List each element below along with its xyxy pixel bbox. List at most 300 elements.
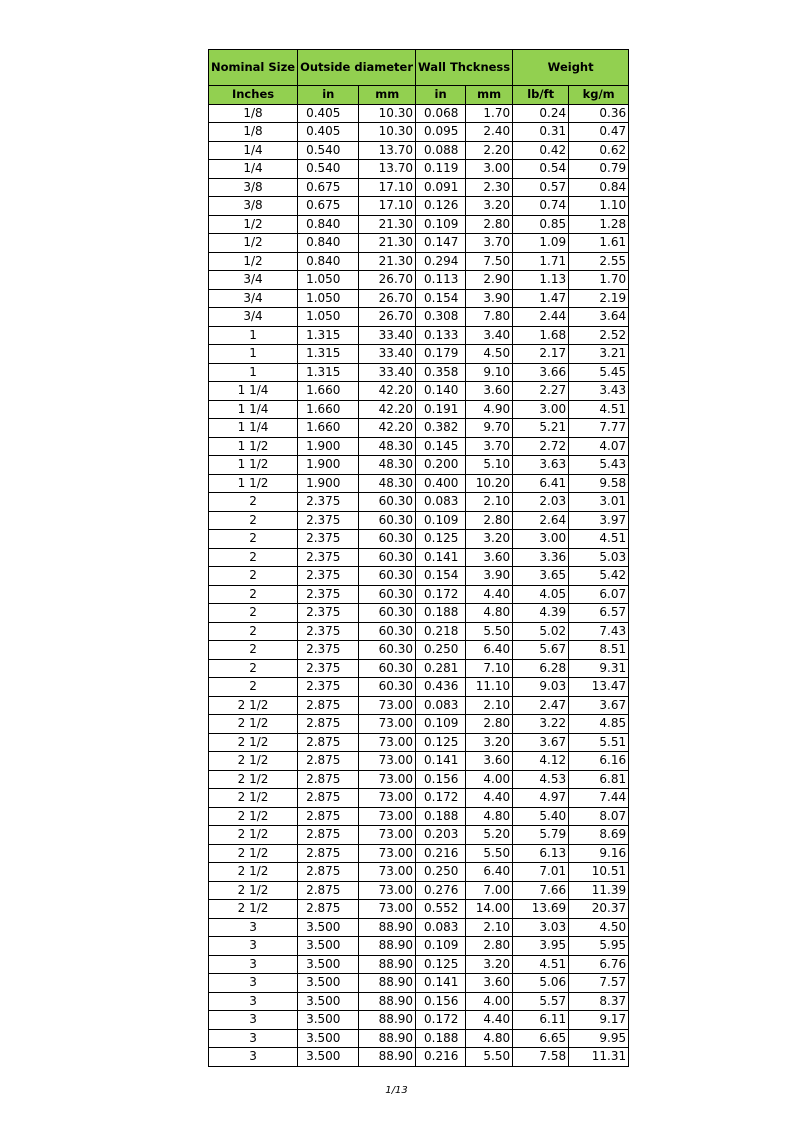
od-in-cell: 2.875 [298, 715, 359, 734]
wall-in-cell: 0.308 [416, 308, 466, 327]
wall-mm-cell: 3.60 [466, 548, 513, 567]
wall-mm-cell: 5.20 [466, 826, 513, 845]
weight-lbft-cell: 3.63 [513, 456, 569, 475]
wall-mm-cell: 11.10 [466, 678, 513, 697]
weight-kgm-cell: 8.69 [569, 826, 629, 845]
weight-lbft-cell: 3.95 [513, 937, 569, 956]
wall-in-cell: 0.125 [416, 733, 466, 752]
weight-lbft-cell: 1.13 [513, 271, 569, 290]
wall-in-cell: 0.091 [416, 178, 466, 197]
weight-kgm-cell: 1.70 [569, 271, 629, 290]
od-in-cell: 1.315 [298, 363, 359, 382]
table-row [209, 604, 629, 623]
weight-kgm-cell: 5.03 [569, 548, 629, 567]
wall-mm-cell: 10.20 [466, 474, 513, 493]
table-row [209, 992, 629, 1011]
weight-kgm-cell: 5.43 [569, 456, 629, 475]
od-in-cell: 0.675 [298, 197, 359, 216]
wall-in-cell: 0.154 [416, 567, 466, 586]
od-mm-cell: 73.00 [359, 900, 416, 919]
od-mm-cell: 73.00 [359, 807, 416, 826]
nominal-size-cell: 3 [209, 1029, 298, 1048]
od-mm-cell: 60.30 [359, 585, 416, 604]
od-in-cell: 2.375 [298, 530, 359, 549]
weight-lbft-cell: 6.13 [513, 844, 569, 863]
wall-mm-cell: 2.10 [466, 696, 513, 715]
od-in-cell: 1.050 [298, 271, 359, 290]
od-mm-cell: 33.40 [359, 363, 416, 382]
wall-mm-cell: 4.90 [466, 400, 513, 419]
wall-mm-cell: 2.10 [466, 493, 513, 512]
od-mm-cell: 88.90 [359, 937, 416, 956]
weight-kgm-cell: 11.39 [569, 881, 629, 900]
weight-kgm-cell: 2.52 [569, 326, 629, 345]
wall-in-cell: 0.156 [416, 770, 466, 789]
od-mm-cell: 88.90 [359, 974, 416, 993]
wall-in-cell: 0.281 [416, 659, 466, 678]
header-wall-thickness: Wall Thckness [416, 50, 513, 86]
od-in-cell: 2.375 [298, 678, 359, 697]
weight-lbft-cell: 0.85 [513, 215, 569, 234]
od-mm-cell: 26.70 [359, 271, 416, 290]
od-mm-cell: 73.00 [359, 733, 416, 752]
nominal-size-cell: 2 [209, 493, 298, 512]
header-weight: Weight [513, 50, 629, 86]
wall-in-cell: 0.126 [416, 197, 466, 216]
weight-kgm-cell: 6.16 [569, 752, 629, 771]
od-in-cell: 2.875 [298, 752, 359, 771]
od-in-cell: 1.660 [298, 419, 359, 438]
od-mm-cell: 42.20 [359, 400, 416, 419]
table-row [209, 382, 629, 401]
header-outside-diameter: Outside diameter [298, 50, 416, 86]
table-row [209, 123, 629, 142]
weight-kgm-cell: 9.58 [569, 474, 629, 493]
weight-kgm-cell: 0.36 [569, 104, 629, 123]
od-mm-cell: 13.70 [359, 160, 416, 179]
weight-lbft-cell: 7.66 [513, 881, 569, 900]
wall-mm-cell: 7.00 [466, 881, 513, 900]
wall-in-cell: 0.140 [416, 382, 466, 401]
weight-lbft-cell: 5.21 [513, 419, 569, 438]
nominal-size-cell: 1 1/4 [209, 382, 298, 401]
weight-kgm-cell: 6.57 [569, 604, 629, 623]
header-nominal-size: Nominal Size [209, 50, 298, 86]
od-in-cell: 0.840 [298, 215, 359, 234]
weight-kgm-cell: 4.85 [569, 715, 629, 734]
wall-in-cell: 0.133 [416, 326, 466, 345]
nominal-size-cell: 1 [209, 345, 298, 364]
weight-kgm-cell: 11.31 [569, 1048, 629, 1067]
table-row [209, 955, 629, 974]
table-row [209, 567, 629, 586]
weight-lbft-cell: 1.47 [513, 289, 569, 308]
weight-kgm-cell: 0.62 [569, 141, 629, 160]
od-mm-cell: 60.30 [359, 548, 416, 567]
weight-lbft-cell: 2.27 [513, 382, 569, 401]
od-mm-cell: 60.30 [359, 659, 416, 678]
nominal-size-cell: 3 [209, 1011, 298, 1030]
od-mm-cell: 88.90 [359, 918, 416, 937]
table-row [209, 974, 629, 993]
od-mm-cell: 21.30 [359, 215, 416, 234]
od-mm-cell: 33.40 [359, 345, 416, 364]
table-row [209, 437, 629, 456]
weight-lbft-cell: 0.57 [513, 178, 569, 197]
nominal-size-cell: 2 1/2 [209, 770, 298, 789]
nominal-size-cell: 2 [209, 511, 298, 530]
od-mm-cell: 88.90 [359, 992, 416, 1011]
nominal-size-cell: 1 [209, 326, 298, 345]
table-row [209, 530, 629, 549]
weight-lbft-cell: 4.39 [513, 604, 569, 623]
weight-lbft-cell: 6.11 [513, 1011, 569, 1030]
wall-in-cell: 0.109 [416, 511, 466, 530]
od-in-cell: 1.660 [298, 400, 359, 419]
weight-lbft-cell: 7.58 [513, 1048, 569, 1067]
nominal-size-cell: 3 [209, 974, 298, 993]
wall-in-cell: 0.109 [416, 937, 466, 956]
od-in-cell: 1.660 [298, 382, 359, 401]
weight-lbft-cell: 4.51 [513, 955, 569, 974]
table-row [209, 178, 629, 197]
weight-lbft-cell: 3.03 [513, 918, 569, 937]
weight-kgm-cell: 0.79 [569, 160, 629, 179]
nominal-size-cell: 3/4 [209, 308, 298, 327]
table-row [209, 770, 629, 789]
od-in-cell: 2.375 [298, 493, 359, 512]
nominal-size-cell: 1/8 [209, 104, 298, 123]
table-row [209, 678, 629, 697]
od-mm-cell: 48.30 [359, 456, 416, 475]
weight-lbft-cell: 2.44 [513, 308, 569, 327]
od-mm-cell: 60.30 [359, 530, 416, 549]
wall-in-cell: 0.552 [416, 900, 466, 919]
pipe-dimensions-table [208, 49, 629, 1067]
weight-kgm-cell: 4.50 [569, 918, 629, 937]
wall-mm-cell: 3.40 [466, 326, 513, 345]
weight-lbft-cell: 5.02 [513, 622, 569, 641]
nominal-size-cell: 2 1/2 [209, 807, 298, 826]
wall-mm-cell: 4.50 [466, 345, 513, 364]
weight-lbft-cell: 3.36 [513, 548, 569, 567]
wall-mm-cell: 4.40 [466, 1011, 513, 1030]
weight-kgm-cell: 20.37 [569, 900, 629, 919]
wall-mm-cell: 1.70 [466, 104, 513, 123]
unit-kg-m: kg/m [569, 86, 629, 105]
wall-in-cell: 0.179 [416, 345, 466, 364]
od-in-cell: 3.500 [298, 974, 359, 993]
od-mm-cell: 17.10 [359, 178, 416, 197]
weight-lbft-cell: 5.79 [513, 826, 569, 845]
od-mm-cell: 73.00 [359, 696, 416, 715]
od-in-cell: 3.500 [298, 937, 359, 956]
nominal-size-cell: 1/2 [209, 215, 298, 234]
table-row [209, 252, 629, 271]
wall-in-cell: 0.156 [416, 992, 466, 1011]
nominal-size-cell: 3/8 [209, 178, 298, 197]
wall-in-cell: 0.083 [416, 493, 466, 512]
od-mm-cell: 60.30 [359, 493, 416, 512]
header-unit-row [209, 86, 629, 105]
od-mm-cell: 48.30 [359, 474, 416, 493]
wall-mm-cell: 2.90 [466, 271, 513, 290]
nominal-size-cell: 2 1/2 [209, 900, 298, 919]
od-mm-cell: 21.30 [359, 252, 416, 271]
weight-kgm-cell: 4.51 [569, 530, 629, 549]
nominal-size-cell: 2 1/2 [209, 863, 298, 882]
weight-lbft-cell: 5.57 [513, 992, 569, 1011]
table-row [209, 104, 629, 123]
nominal-size-cell: 1 1/4 [209, 419, 298, 438]
weight-kgm-cell: 8.37 [569, 992, 629, 1011]
weight-kgm-cell: 7.57 [569, 974, 629, 993]
od-in-cell: 2.875 [298, 733, 359, 752]
nominal-size-cell: 2 [209, 678, 298, 697]
table-row [209, 474, 629, 493]
od-in-cell: 2.375 [298, 659, 359, 678]
nominal-size-cell: 1/4 [209, 141, 298, 160]
weight-lbft-cell: 0.74 [513, 197, 569, 216]
od-mm-cell: 60.30 [359, 511, 416, 530]
od-mm-cell: 42.20 [359, 419, 416, 438]
wall-mm-cell: 2.80 [466, 715, 513, 734]
od-in-cell: 1.900 [298, 456, 359, 475]
table-row [209, 789, 629, 808]
wall-in-cell: 0.218 [416, 622, 466, 641]
nominal-size-cell: 2 [209, 548, 298, 567]
wall-in-cell: 0.250 [416, 641, 466, 660]
wall-in-cell: 0.113 [416, 271, 466, 290]
table-row [209, 326, 629, 345]
wall-mm-cell: 4.80 [466, 807, 513, 826]
od-mm-cell: 10.30 [359, 123, 416, 142]
weight-kgm-cell: 7.43 [569, 622, 629, 641]
wall-mm-cell: 6.40 [466, 641, 513, 660]
weight-kgm-cell: 7.77 [569, 419, 629, 438]
page-number: 1/13 [385, 1085, 408, 1096]
nominal-size-cell: 1/2 [209, 234, 298, 253]
table-row [209, 715, 629, 734]
od-mm-cell: 73.00 [359, 752, 416, 771]
wall-mm-cell: 2.80 [466, 937, 513, 956]
od-mm-cell: 13.70 [359, 141, 416, 160]
od-mm-cell: 73.00 [359, 770, 416, 789]
nominal-size-cell: 3 [209, 937, 298, 956]
table-row [209, 160, 629, 179]
weight-lbft-cell: 0.31 [513, 123, 569, 142]
od-mm-cell: 73.00 [359, 715, 416, 734]
nominal-size-cell: 3/4 [209, 271, 298, 290]
nominal-size-cell: 1 1/2 [209, 437, 298, 456]
wall-in-cell: 0.154 [416, 289, 466, 308]
wall-in-cell: 0.141 [416, 974, 466, 993]
wall-in-cell: 0.203 [416, 826, 466, 845]
wall-mm-cell: 7.10 [466, 659, 513, 678]
table-row [209, 641, 629, 660]
od-in-cell: 2.875 [298, 770, 359, 789]
weight-kgm-cell: 0.47 [569, 123, 629, 142]
wall-mm-cell: 4.80 [466, 1029, 513, 1048]
table-row [209, 345, 629, 364]
od-mm-cell: 60.30 [359, 567, 416, 586]
table-row [209, 696, 629, 715]
od-mm-cell: 73.00 [359, 826, 416, 845]
od-mm-cell: 60.30 [359, 622, 416, 641]
nominal-size-cell: 2 1/2 [209, 826, 298, 845]
od-mm-cell: 60.30 [359, 641, 416, 660]
od-mm-cell: 88.90 [359, 1011, 416, 1030]
wall-mm-cell: 9.10 [466, 363, 513, 382]
weight-lbft-cell: 4.53 [513, 770, 569, 789]
od-in-cell: 2.875 [298, 696, 359, 715]
unit-wall-in: in [416, 86, 466, 105]
od-in-cell: 1.900 [298, 474, 359, 493]
wall-in-cell: 0.109 [416, 715, 466, 734]
unit-od-in: in [298, 86, 359, 105]
table-row [209, 234, 629, 253]
wall-in-cell: 0.216 [416, 844, 466, 863]
od-in-cell: 1.315 [298, 326, 359, 345]
weight-lbft-cell: 6.41 [513, 474, 569, 493]
weight-lbft-cell: 3.00 [513, 530, 569, 549]
weight-kgm-cell: 3.43 [569, 382, 629, 401]
weight-lbft-cell: 4.97 [513, 789, 569, 808]
nominal-size-cell: 2 1/2 [209, 844, 298, 863]
od-in-cell: 2.375 [298, 585, 359, 604]
nominal-size-cell: 3/8 [209, 197, 298, 216]
weight-kgm-cell: 5.95 [569, 937, 629, 956]
wall-mm-cell: 9.70 [466, 419, 513, 438]
od-in-cell: 0.405 [298, 104, 359, 123]
wall-mm-cell: 7.80 [466, 308, 513, 327]
weight-kgm-cell: 5.45 [569, 363, 629, 382]
table-row [209, 937, 629, 956]
od-mm-cell: 21.30 [359, 234, 416, 253]
nominal-size-cell: 2 [209, 585, 298, 604]
weight-kgm-cell: 3.21 [569, 345, 629, 364]
wall-mm-cell: 3.70 [466, 437, 513, 456]
weight-lbft-cell: 2.17 [513, 345, 569, 364]
od-in-cell: 2.375 [298, 567, 359, 586]
weight-kgm-cell: 10.51 [569, 863, 629, 882]
table-row [209, 622, 629, 641]
od-in-cell: 2.875 [298, 844, 359, 863]
od-in-cell: 0.405 [298, 123, 359, 142]
table-row [209, 900, 629, 919]
weight-kgm-cell: 3.67 [569, 696, 629, 715]
weight-lbft-cell: 13.69 [513, 900, 569, 919]
nominal-size-cell: 3 [209, 955, 298, 974]
wall-in-cell: 0.119 [416, 160, 466, 179]
od-in-cell: 0.840 [298, 234, 359, 253]
nominal-size-cell: 1 [209, 363, 298, 382]
wall-in-cell: 0.188 [416, 604, 466, 623]
weight-lbft-cell: 5.06 [513, 974, 569, 993]
od-in-cell: 3.500 [298, 992, 359, 1011]
od-in-cell: 3.500 [298, 1048, 359, 1067]
wall-in-cell: 0.172 [416, 585, 466, 604]
weight-kgm-cell: 1.28 [569, 215, 629, 234]
wall-in-cell: 0.216 [416, 1048, 466, 1067]
weight-kgm-cell: 3.97 [569, 511, 629, 530]
od-mm-cell: 17.10 [359, 197, 416, 216]
table-row [209, 289, 629, 308]
weight-lbft-cell: 7.01 [513, 863, 569, 882]
od-in-cell: 2.375 [298, 641, 359, 660]
table-row [209, 400, 629, 419]
weight-kgm-cell: 6.81 [569, 770, 629, 789]
wall-mm-cell: 4.00 [466, 770, 513, 789]
table-row [209, 419, 629, 438]
weight-kgm-cell: 7.44 [569, 789, 629, 808]
table-row [209, 271, 629, 290]
wall-mm-cell: 3.60 [466, 382, 513, 401]
wall-in-cell: 0.191 [416, 400, 466, 419]
unit-wall-mm: mm [466, 86, 513, 105]
header-group-row [209, 50, 629, 86]
wall-mm-cell: 5.50 [466, 844, 513, 863]
wall-mm-cell: 3.20 [466, 197, 513, 216]
nominal-size-cell: 1 1/2 [209, 456, 298, 475]
table-row [209, 826, 629, 845]
weight-lbft-cell: 6.65 [513, 1029, 569, 1048]
wall-in-cell: 0.172 [416, 789, 466, 808]
table-row [209, 308, 629, 327]
weight-kgm-cell: 3.64 [569, 308, 629, 327]
weight-kgm-cell: 9.95 [569, 1029, 629, 1048]
od-in-cell: 2.875 [298, 900, 359, 919]
nominal-size-cell: 2 1/2 [209, 881, 298, 900]
nominal-size-cell: 2 [209, 641, 298, 660]
od-mm-cell: 48.30 [359, 437, 416, 456]
nominal-size-cell: 2 1/2 [209, 715, 298, 734]
od-in-cell: 3.500 [298, 955, 359, 974]
od-mm-cell: 60.30 [359, 604, 416, 623]
wall-mm-cell: 7.50 [466, 252, 513, 271]
od-mm-cell: 73.00 [359, 881, 416, 900]
wall-in-cell: 0.068 [416, 104, 466, 123]
weight-lbft-cell: 3.22 [513, 715, 569, 734]
wall-mm-cell: 5.10 [466, 456, 513, 475]
wall-mm-cell: 3.20 [466, 530, 513, 549]
nominal-size-cell: 1/2 [209, 252, 298, 271]
weight-lbft-cell: 6.28 [513, 659, 569, 678]
table-row [209, 659, 629, 678]
od-in-cell: 2.875 [298, 789, 359, 808]
table-row [209, 585, 629, 604]
od-in-cell: 2.875 [298, 826, 359, 845]
nominal-size-cell: 2 1/2 [209, 789, 298, 808]
unit-inches: Inches [209, 86, 298, 105]
od-mm-cell: 60.30 [359, 678, 416, 697]
wall-mm-cell: 3.60 [466, 974, 513, 993]
od-in-cell: 0.540 [298, 160, 359, 179]
weight-kgm-cell: 9.31 [569, 659, 629, 678]
od-in-cell: 0.540 [298, 141, 359, 160]
od-mm-cell: 73.00 [359, 863, 416, 882]
nominal-size-cell: 2 1/2 [209, 696, 298, 715]
table-row [209, 456, 629, 475]
table-row [209, 548, 629, 567]
wall-mm-cell: 4.00 [466, 992, 513, 1011]
weight-lbft-cell: 2.64 [513, 511, 569, 530]
od-in-cell: 0.675 [298, 178, 359, 197]
wall-mm-cell: 2.20 [466, 141, 513, 160]
wall-in-cell: 0.141 [416, 752, 466, 771]
od-mm-cell: 73.00 [359, 789, 416, 808]
weight-lbft-cell: 0.42 [513, 141, 569, 160]
